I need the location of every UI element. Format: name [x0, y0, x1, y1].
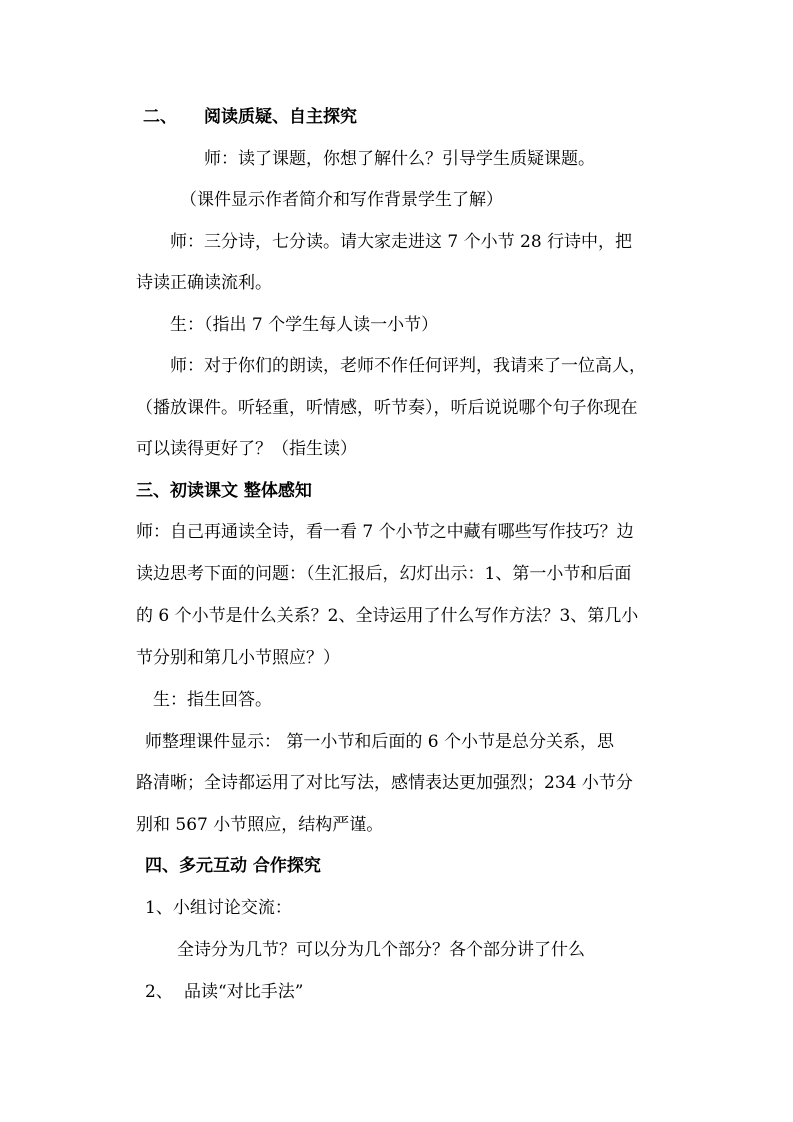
section3-heading: 三、初读课文 整体感知 — [136, 481, 312, 501]
section2-paragraph: 诗读正确读流利。 — [136, 273, 272, 293]
section4-item-label: 1、小组讨论交流： — [145, 898, 292, 918]
section3-paragraph: 别和 567 小节照应，结构严谨。 — [136, 815, 384, 835]
section4-heading: 四、多元互动 合作探究 — [145, 856, 321, 876]
section2-title: 阅读质疑、自主探究 — [204, 107, 357, 127]
section2-paragraph: 生：（指出 7 个学生每人读一小节） — [170, 315, 439, 335]
section3-paragraph: 师整理课件显示： 第一小节和后面的 6 个小节是总分关系，思 — [145, 732, 615, 752]
section2-paragraph: 可以读得更好了？（指生读） — [136, 439, 357, 459]
section3-paragraph: 的 6 个小节是什么关系？2、全诗运用了什么写作方法？3、第几小 — [136, 606, 639, 626]
section3-paragraph: 节分别和第几小节照应？） — [136, 648, 340, 668]
section2-paragraph: 师：三分诗，七分读。请大家走进这 7 个小节 28 行诗中，把 — [170, 232, 633, 252]
section2-number: 二、 — [143, 107, 177, 127]
section3-paragraph: 读边思考下面的问题：（生汇报后，幻灯出示：1、第一小节和后面 — [136, 564, 632, 584]
section3-paragraph: 路清晰；全诗都运用了对比写法，感情表达更加强烈；234 小节分 — [136, 773, 633, 793]
section3-paragraph: 师：自己再通读全诗，看一看 7 个小节之中藏有哪些写作技巧？边 — [136, 522, 634, 542]
section2-paragraph: 师：对于你们的朗读，老师不作任何评判，我请来了一位高人， — [170, 356, 646, 376]
section2-paragraph: （课件显示作者简介和写作背景学生了解） — [180, 190, 503, 210]
section4-item-label: 2、 — [145, 982, 173, 1002]
section3-paragraph: 生：指生回答。 — [153, 690, 272, 710]
section4-item-text: 全诗分为几节？可以分为几个部分？各个部分讲了什么 — [177, 940, 585, 960]
section4-item-text: 品读“对比手法” — [184, 982, 304, 1002]
section2-paragraph: （播放课件。听轻重，听情感，听节奏），听后说说哪个句子你现在 — [136, 398, 638, 418]
section2-paragraph: 师：读了课题，你想了解什么？引导学生质疑课题。 — [204, 149, 595, 169]
